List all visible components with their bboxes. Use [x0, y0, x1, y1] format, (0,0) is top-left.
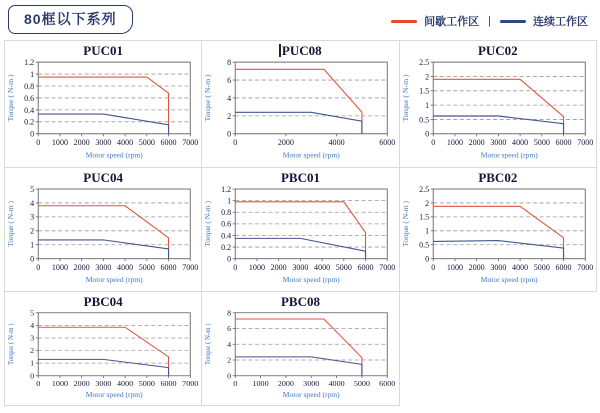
continuous-zone-label: 连续工作区 [533, 16, 588, 28]
y-tick-label: 1.5 [418, 86, 429, 96]
intermittent-zone-line [433, 79, 563, 133]
chart-cell-puc02 [400, 41, 597, 168]
x-tick-label: 2000 [73, 262, 90, 272]
intermittent-zone-line [236, 319, 363, 376]
x-tick-label: 3000 [490, 262, 507, 272]
plot-border [433, 62, 585, 134]
y-tick-label: 4 [227, 93, 232, 103]
x-tick-label: 6000 [160, 379, 177, 388]
x-tick-label: 2000 [468, 262, 485, 272]
continuous-zone-line [38, 359, 168, 375]
x-tick-label: 5000 [138, 262, 155, 272]
x-tick-label: 0 [36, 262, 41, 272]
y-tick-label: 0.4 [221, 231, 232, 241]
y-tick-label: 0.6 [24, 93, 35, 103]
y-tick-label: 2 [424, 72, 429, 82]
x-tick-label: 3000 [95, 262, 112, 272]
x-tick-label: 4000 [328, 138, 345, 148]
torque-speed-plot [202, 59, 398, 167]
x-tick-label: 6000 [555, 138, 572, 148]
y-tick-label: 0.5 [418, 115, 429, 125]
y-tick-label: 6 [227, 324, 232, 333]
continuous-zone-line [38, 114, 168, 134]
y-axis-label: Torque ( N-m ) [6, 74, 16, 122]
x-tick-label: 4000 [314, 262, 331, 272]
continuous-zone-swatch [500, 20, 526, 23]
chart-cell-pbc02 [400, 168, 597, 292]
x-tick-label: 4000 [117, 138, 134, 148]
chart-title: PBC02 [478, 170, 518, 185]
empty-cell [400, 292, 597, 406]
x-tick-label: 7000 [182, 138, 199, 148]
intermittent-zone-swatch [391, 20, 417, 23]
x-tick-label: 3000 [95, 379, 112, 388]
x-tick-label: 6000 [357, 262, 374, 272]
x-tick-label: 4000 [511, 138, 528, 148]
x-tick-label: 3000 [292, 262, 309, 272]
y-tick-label: 1 [30, 69, 35, 79]
y-tick-label: 0 [227, 371, 232, 381]
x-tick-label: 5000 [336, 262, 353, 272]
x-tick-label: 6000 [555, 262, 572, 272]
x-tick-label: 7000 [576, 138, 593, 148]
x-axis-label: Motor speed (rpm) [85, 391, 143, 399]
torque-speed-plot [202, 186, 398, 291]
chart-title: PUC04 [83, 170, 124, 185]
x-tick-label: 0 [36, 138, 41, 148]
intermittent-zone-line [236, 202, 366, 259]
continuous-zone-line [38, 240, 168, 259]
y-tick-label: 0.8 [221, 208, 232, 218]
x-tick-label: 1000 [51, 262, 68, 272]
x-tick-label: 0 [430, 262, 435, 272]
y-tick-label: 0.8 [24, 81, 35, 91]
x-tick-label: 6000 [379, 138, 396, 148]
y-tick-label: 5 [30, 310, 35, 318]
y-tick-label: 4 [30, 321, 35, 330]
legend-separator: | [488, 15, 491, 27]
y-tick-label: 1 [30, 359, 35, 368]
x-axis-label: Motor speed (rpm) [480, 274, 538, 284]
x-tick-label: 7000 [182, 262, 199, 272]
y-axis-label: Torque ( N-m ) [400, 74, 410, 122]
x-tick-label: 4000 [511, 262, 528, 272]
y-tick-label: 2 [30, 226, 35, 236]
x-tick-label: 5000 [533, 262, 550, 272]
x-tick-label: 2000 [270, 262, 288, 272]
x-tick-label: 7000 [379, 262, 396, 272]
chart-grid [4, 40, 597, 406]
y-axis-label: Torque ( N-m ) [203, 74, 213, 122]
y-tick-label: 0 [424, 254, 429, 264]
y-tick-label: 1.2 [221, 186, 232, 194]
intermittent-zone-line [433, 206, 563, 258]
x-tick-label: 5000 [138, 138, 155, 148]
x-tick-label: 4000 [117, 262, 134, 272]
y-axis-label: Torque ( N-m ) [203, 200, 213, 247]
x-tick-label: 2000 [468, 138, 485, 148]
x-tick-label: 0 [36, 379, 41, 388]
x-tick-label: 5000 [533, 138, 550, 148]
torque-speed-plot [400, 59, 596, 167]
y-axis-label: Torque ( N-m ) [400, 200, 410, 247]
continuous-zone-line [236, 238, 366, 258]
x-tick-label: 3000 [489, 138, 507, 148]
y-tick-label: 0.2 [24, 117, 35, 127]
x-tick-label: 1000 [252, 379, 269, 388]
x-tick-label: 4000 [328, 379, 345, 388]
intermittent-zone-line [38, 327, 168, 376]
torque-speed-plot [202, 310, 398, 405]
x-axis-label: Motor speed (rpm) [85, 274, 143, 284]
x-axis-label: Motor speed (rpm) [283, 274, 341, 284]
chart-cell-pbc08 [202, 292, 399, 406]
torque-speed-plot [5, 59, 201, 167]
intermittent-zone-line [38, 77, 168, 134]
y-tick-label: 2 [227, 355, 232, 365]
y-tick-label: 3 [30, 333, 35, 343]
y-tick-label: 1.5 [418, 212, 429, 222]
y-tick-label: 2 [424, 198, 429, 208]
x-tick-label: 6000 [379, 379, 396, 388]
y-tick-label: 0.5 [418, 240, 429, 250]
x-tick-label: 1000 [51, 379, 68, 388]
x-tick-label: 2000 [73, 138, 90, 148]
legend [391, 13, 588, 29]
x-tick-label: 2000 [278, 379, 295, 388]
y-tick-label: 5 [30, 186, 35, 194]
y-tick-label: 0.6 [221, 219, 232, 229]
x-tick-label: 0 [233, 138, 238, 148]
y-tick-label: 2.5 [418, 59, 429, 68]
y-tick-label: 6 [227, 75, 232, 85]
y-tick-label: 2.5 [418, 186, 429, 194]
y-tick-label: 1 [424, 100, 429, 111]
x-tick-label: 6000 [160, 138, 177, 148]
text-cursor-artifact [279, 44, 281, 57]
x-axis-label: Motor speed (rpm) [480, 150, 538, 160]
torque-speed-plot [5, 186, 201, 291]
y-tick-label: 4 [227, 340, 232, 349]
x-tick-label: 5000 [138, 379, 155, 388]
torque-speed-plot [400, 186, 596, 291]
chart-cell-puc08 [202, 41, 399, 168]
y-tick-label: 1 [424, 226, 429, 236]
y-tick-label: 0 [227, 129, 232, 139]
intermittent-zone-label: 间歇工作区 [424, 16, 480, 28]
y-tick-label: 1.2 [24, 59, 35, 68]
x-tick-label: 0 [430, 138, 435, 148]
x-tick-label: 0 [233, 262, 238, 272]
torque-speed-plot [5, 310, 201, 405]
y-tick-label: 3 [30, 212, 35, 222]
continuous-zone-line [433, 241, 563, 259]
y-tick-label: 0 [424, 129, 429, 139]
x-tick-label: 7000 [182, 379, 199, 388]
y-tick-label: 1 [30, 240, 35, 250]
x-tick-label: 7000 [576, 262, 593, 272]
x-axis-label: Motor speed (rpm) [283, 391, 341, 399]
x-tick-label: 1000 [51, 138, 68, 148]
chart-cell-puc01 [5, 41, 202, 168]
x-tick-label: 2000 [278, 138, 295, 148]
y-tick-label: 8 [227, 310, 232, 318]
x-tick-label: 5000 [354, 379, 371, 388]
x-tick-label: 2000 [73, 379, 90, 388]
chart-title: PUC08 [202, 43, 398, 59]
x-tick-label: 0 [233, 379, 238, 388]
continuous-zone-line [433, 116, 563, 134]
y-tick-label: 0 [30, 371, 35, 381]
x-axis-label: Motor speed (rpm) [283, 150, 341, 160]
y-tick-label: 0 [30, 129, 35, 139]
y-tick-label: 2 [30, 346, 35, 356]
chart-title: PBC08 [280, 294, 320, 309]
series-title-badge: 80框以下系列 [8, 5, 133, 34]
chart-title: PBC01 [280, 170, 320, 185]
y-tick-label: 1 [227, 196, 232, 206]
intermittent-zone-line [236, 69, 363, 133]
plot-border [38, 313, 190, 376]
x-tick-label: 4000 [117, 379, 134, 388]
chart-cell-pbc04 [5, 292, 202, 406]
chart-title: PBC04 [83, 294, 123, 309]
chart-cell-puc04 [5, 168, 202, 292]
chart-cell-pbc01 [202, 168, 399, 292]
x-tick-label: 1000 [249, 262, 266, 272]
y-tick-label: 0.2 [221, 242, 232, 252]
intermittent-zone-line [38, 206, 168, 259]
y-axis-label: Torque ( N-m ) [6, 323, 16, 365]
x-tick-label: 3000 [95, 138, 112, 148]
chart-title: PUC02 [477, 43, 518, 58]
y-axis-label: Torque ( N-m ) [204, 323, 213, 365]
x-tick-label: 1000 [446, 262, 463, 272]
y-tick-label: 4 [30, 198, 35, 208]
y-tick-label: 0 [227, 254, 232, 264]
x-tick-label: 3000 [303, 379, 320, 388]
x-tick-label: 1000 [446, 138, 463, 148]
x-axis-label: Motor speed (rpm) [85, 150, 143, 160]
y-tick-label: 0.4 [24, 105, 35, 115]
y-tick-label: 2 [227, 111, 232, 121]
y-axis-label: Torque ( N-m ) [6, 200, 16, 247]
x-tick-label: 6000 [160, 262, 177, 272]
y-tick-label: 8 [227, 59, 232, 68]
y-tick-label: 0 [30, 254, 35, 264]
chart-title: PUC01 [83, 43, 124, 58]
